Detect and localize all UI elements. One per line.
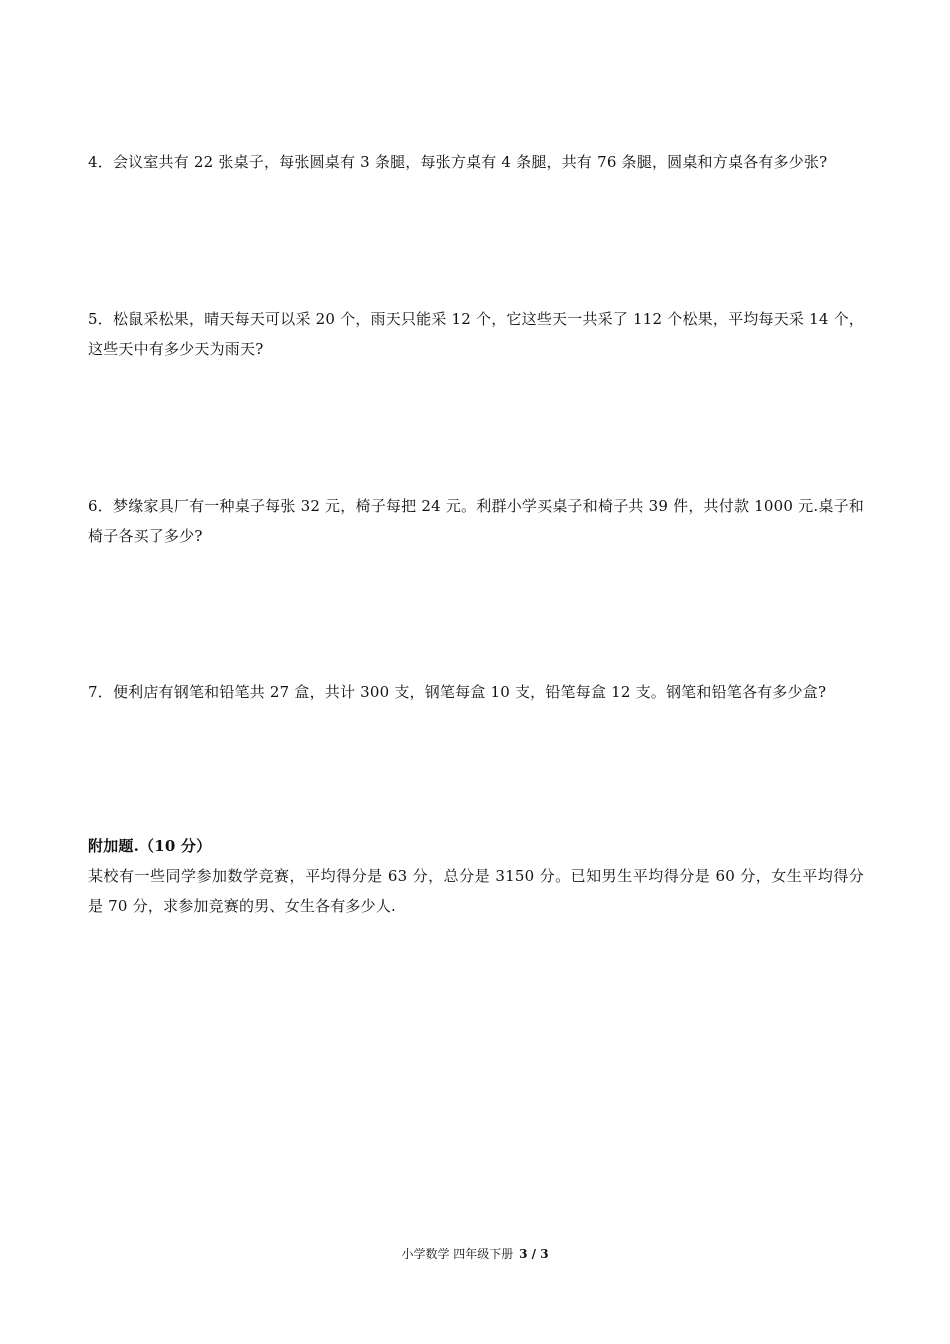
question-5: [88, 304, 864, 364]
bonus-title: 附加题.（10 分）: [88, 837, 212, 855]
question-5-text: 5．松鼠采松果，晴天每天可以采 20 个，雨天只能采 12 个，它这些天一共采了 112 个松果，平均每天采 14 个，这些天中有多少天为雨天?: [88, 310, 864, 358]
page-number: 3 / 3: [519, 1247, 549, 1261]
question-4: [88, 147, 864, 177]
question-7-text: 7．便利店有钢笔和铅笔共 27 盒，共计 300 支，钢笔每盒 10 支，铅笔每盒 12 支。钢笔和铅笔各有多少盒?: [88, 683, 827, 701]
bonus-question: [88, 831, 864, 921]
question-6: [88, 491, 864, 551]
page-footer: [0, 1245, 950, 1263]
question-4-text: 4．会议室共有 22 张桌子，每张圆桌有 3 条腿，每张方桌有 4 条腿，共有 76 条腿，圆桌和方桌各有多少张?: [88, 153, 828, 171]
question-7: [88, 677, 864, 707]
bonus-text: 某校有一些同学参加数学竞赛，平均得分是 63 分，总分是 3150 分。已知男生平均得分是 60 分，女生平均得分是 70 分，求参加竞赛的男、女生各有多少人.: [88, 867, 864, 915]
footer-label: 小学数学 四年级下册: [401, 1247, 514, 1261]
question-6-text: 6．梦缘家具厂有一种桌子每张 32 元，椅子每把 24 元。利群小学买桌子和椅子共 39 件，共付款 1000 元.桌子和椅子各买了多少?: [88, 497, 864, 545]
